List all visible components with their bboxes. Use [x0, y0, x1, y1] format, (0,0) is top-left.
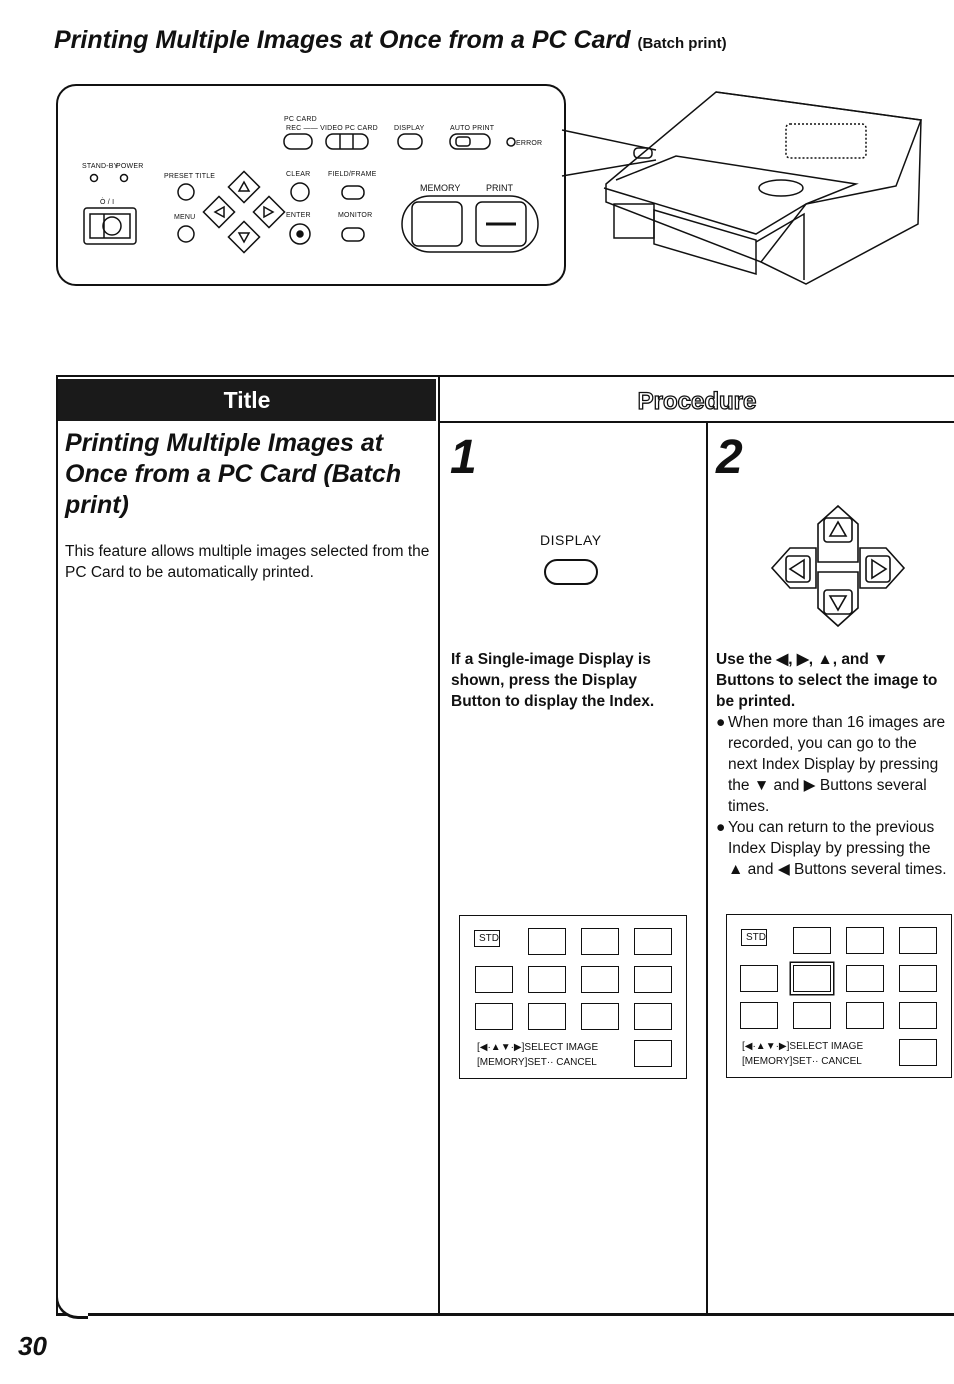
print-label: PRINT	[486, 183, 513, 193]
column-divider-step1-step2	[706, 421, 708, 1315]
page-title	[54, 26, 727, 55]
printer-illustration	[556, 84, 936, 294]
page-number: 30	[18, 1331, 47, 1361]
bullet-icon: ●	[716, 714, 726, 731]
step-1-instruction: If a Single-image Display is shown, press the Display Button to display the Index.	[451, 651, 655, 710]
std-label: STD	[474, 930, 500, 947]
rec-button-icon	[284, 134, 312, 149]
thumbnail-cell	[740, 1002, 778, 1029]
step-2-number: 2	[716, 431, 743, 484]
error-label: ERROR	[516, 140, 543, 147]
index-screen-step-1	[459, 915, 687, 1079]
thumbnail-cell	[634, 928, 672, 955]
field-frame-label: FIELD/FRAME	[328, 171, 377, 178]
thumbnail-cell	[899, 1039, 937, 1066]
procedure-column-header	[440, 379, 954, 421]
step-2-bullet-2	[716, 817, 948, 880]
thumbnail-cell	[528, 966, 566, 993]
clear-label: CLEAR	[286, 171, 311, 178]
page-title-main: Printing Multiple Images at Once from a PC Card	[54, 26, 631, 54]
screen-menu-line-2: [MEMORY]SET·· CANCEL	[742, 1056, 862, 1067]
screen-menu-line-2: [MEMORY]SET·· CANCEL	[477, 1057, 597, 1068]
menu-label: MENU	[174, 214, 196, 221]
thumbnail-cell	[793, 927, 831, 954]
step-2-bullet-1	[716, 712, 948, 817]
memory-print-buttons-icon	[402, 196, 538, 252]
thumbnail-cell	[740, 965, 778, 992]
table-bottom-border	[56, 1313, 954, 1316]
step-2-bullet-2-text: You can return to the previous Index Display by pressing the ▲ and ◀ Buttons several times.	[728, 819, 947, 878]
section-title: Printing Multiple Images at Once from a PC Card (Batch print)	[65, 429, 402, 519]
error-lamp-icon	[507, 138, 515, 146]
thumbnail-cell	[528, 1003, 566, 1030]
screen-menu-line-1: [◀·▲▼·▶]SELECT IMAGE	[477, 1042, 599, 1053]
title-column-header: Title	[58, 379, 436, 421]
procedure-header-underline	[440, 421, 954, 423]
power-label: POWER	[116, 163, 144, 170]
procedure-outlined-heading	[440, 379, 954, 421]
memory-label: MEMORY	[420, 183, 461, 193]
control-panel-illustration	[56, 84, 566, 286]
thumbnail-cell	[793, 1002, 831, 1029]
enter-label: ENTER	[286, 212, 311, 219]
auto-print-label: AUTO PRINT	[450, 125, 495, 132]
step-2-bullet-1-text: When more than 16 images are recorded, you can go to the next Index Display by pressing the ▼ and ▶ Buttons several times.	[728, 714, 946, 815]
page-title-suffix: (Batch print)	[637, 35, 727, 52]
monitor-label: MONITOR	[338, 212, 373, 219]
std-label: STD	[741, 929, 767, 946]
thumbnail-cell	[634, 1003, 672, 1030]
thumbnail-cell	[899, 927, 937, 954]
thumbnail-cell	[846, 965, 884, 992]
procedure-heading-text: Procedure	[637, 388, 757, 415]
thumbnail-cell	[634, 966, 672, 993]
power-switch-label: Ò / I	[100, 199, 115, 206]
thumbnail-cell	[846, 1002, 884, 1029]
column-divider-title-procedure	[438, 375, 440, 1315]
thumbnail-cell	[899, 965, 937, 992]
preset-title-label: PRESET TITLE	[164, 173, 216, 180]
video-pccard-switch-icon	[326, 134, 368, 149]
thumbnail-cell	[899, 1002, 937, 1029]
thumbnail-cell	[581, 1003, 619, 1030]
speaker-grille-icon	[786, 124, 866, 158]
thumbnail-cell	[528, 928, 566, 955]
display-button-icon	[543, 558, 601, 588]
step-1-number: 1	[450, 431, 477, 484]
thumbnail-cell	[634, 1040, 672, 1067]
index-screen-step-2	[726, 914, 952, 1078]
pc-card-label: PC CARD	[284, 116, 317, 123]
table-left-border	[56, 375, 58, 1313]
rec-video-pccard-label: REC —— VIDEO PC CARD	[286, 125, 378, 132]
section-description: This feature allows multiple images selected from the PC Card to be automatically printed.	[65, 543, 430, 581]
thumbnail-cell	[581, 966, 619, 993]
bullet-icon: ●	[716, 819, 726, 836]
thumbnail-cell	[475, 1003, 513, 1030]
thumbnail-cell-selected	[793, 965, 831, 992]
step-1-display-label: DISPLAY	[540, 532, 602, 548]
panel-display-label: DISPLAY	[394, 125, 425, 132]
memory-button-icon	[412, 202, 462, 246]
menu-button-icon	[178, 226, 194, 242]
panel-controls-drawing	[58, 86, 564, 284]
preset-title-button-icon	[178, 184, 194, 200]
monitor-button-icon	[342, 228, 364, 241]
step-2-instruction: Use the ◀, ▶, ▲, and ▼ Buttons to select the image to be printed.	[716, 651, 938, 710]
printer-memory-print-button-icon	[759, 180, 803, 196]
display-button-icon	[398, 134, 422, 149]
thumbnail-cell	[846, 927, 884, 954]
clear-button-icon	[291, 183, 309, 201]
thumbnail-cell	[581, 928, 619, 955]
arrow-buttons-icon	[768, 502, 908, 632]
table-top-border	[56, 375, 954, 377]
field-frame-button-icon	[342, 186, 364, 199]
standby-label: STAND-BY	[82, 163, 119, 170]
thumbnail-cell	[475, 966, 513, 993]
screen-menu-line-1: [◀·▲▼·▶]SELECT IMAGE	[742, 1041, 864, 1052]
